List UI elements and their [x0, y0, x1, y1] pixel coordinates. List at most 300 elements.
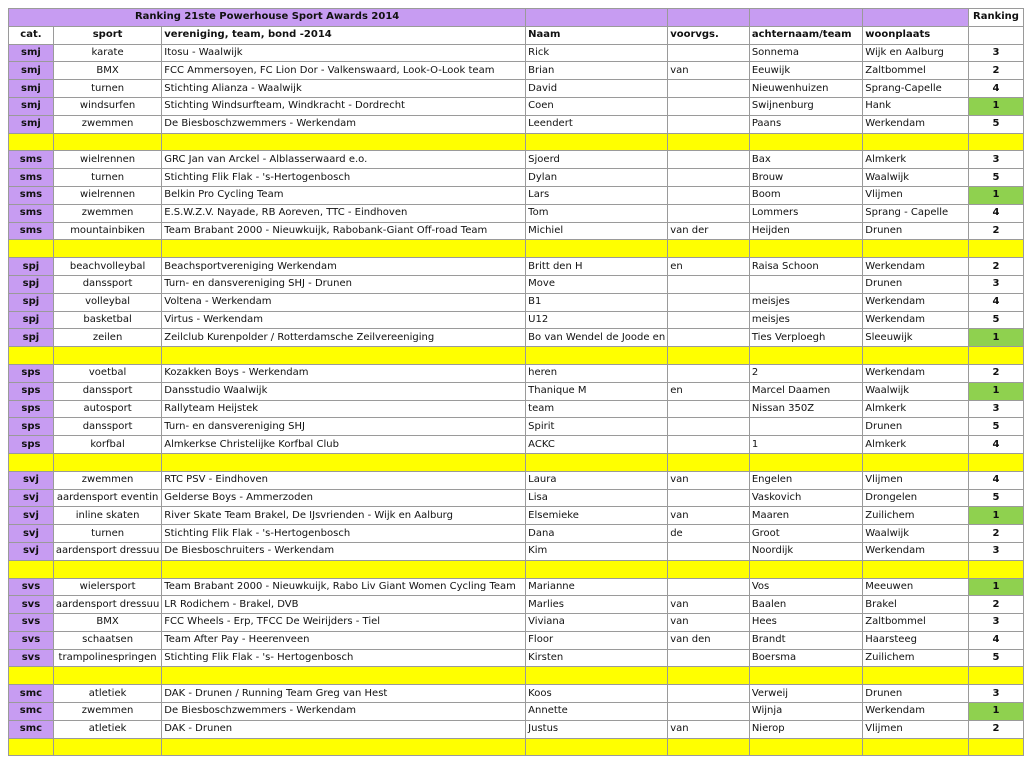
voorvoegsel-cell[interactable] [668, 80, 750, 98]
voorvoegsel-cell[interactable] [668, 578, 750, 596]
separator-cell[interactable] [53, 453, 161, 471]
sport-cell[interactable]: autosport [53, 400, 161, 418]
achternaam-cell[interactable]: Nierop [749, 720, 862, 738]
sport-cell[interactable]: aardensport dressuu [53, 542, 161, 560]
cat-cell[interactable]: smj [9, 44, 54, 62]
club-cell[interactable]: DAK - Drunen / Running Team Greg van Hest [162, 685, 526, 703]
cat-cell[interactable]: sps [9, 400, 54, 418]
club-cell[interactable]: Team Brabant 2000 - Nieuwkuijk, Rabo Liv Giant Women Cycling Team [162, 578, 526, 596]
separator-cell[interactable] [526, 240, 668, 258]
voorvoegsel-cell[interactable]: van [668, 596, 750, 614]
woonplaats-cell[interactable]: Haarsteeg [863, 631, 969, 649]
voorvoegsel-cell[interactable] [668, 311, 750, 329]
cat-cell[interactable]: svs [9, 631, 54, 649]
sport-cell[interactable]: danssport [53, 275, 161, 293]
voorvoegsel-cell[interactable] [668, 703, 750, 721]
separator-cell[interactable] [668, 667, 750, 685]
achternaam-cell[interactable]: Verweij [749, 685, 862, 703]
header-voorvoegsel[interactable]: voorvgs. [668, 26, 750, 44]
sport-cell[interactable]: turnen [53, 80, 161, 98]
woonplaats-cell[interactable]: Drunen [863, 418, 969, 436]
club-cell[interactable]: Turn- en dansvereniging SHJ - Drunen [162, 275, 526, 293]
achternaam-cell[interactable]: Brouw [749, 169, 862, 187]
club-cell[interactable]: Turn- en dansvereniging SHJ [162, 418, 526, 436]
voorvoegsel-cell[interactable] [668, 44, 750, 62]
achternaam-cell[interactable]: Vaskovich [749, 489, 862, 507]
voorvoegsel-cell[interactable] [668, 364, 750, 382]
naam-cell[interactable]: Kim [526, 542, 668, 560]
achternaam-cell[interactable]: Engelen [749, 471, 862, 489]
naam-cell[interactable]: Dana [526, 525, 668, 543]
naam-cell[interactable]: Spirit [526, 418, 668, 436]
separator-cell[interactable] [526, 453, 668, 471]
woonplaats-cell[interactable]: Almkerk [863, 400, 969, 418]
sport-cell[interactable]: atletiek [53, 685, 161, 703]
woonplaats-cell[interactable]: Wijk en Aalburg [863, 44, 969, 62]
separator-cell[interactable] [162, 453, 526, 471]
cat-cell[interactable]: sps [9, 418, 54, 436]
naam-cell[interactable]: Sjoerd [526, 151, 668, 169]
cat-cell[interactable]: svj [9, 542, 54, 560]
cat-cell[interactable]: svj [9, 489, 54, 507]
woonplaats-cell[interactable]: Drongelen [863, 489, 969, 507]
sport-cell[interactable]: zeilen [53, 329, 161, 347]
sport-cell[interactable]: beachvolleybal [53, 258, 161, 276]
separator-cell[interactable] [526, 667, 668, 685]
separator-cell[interactable] [968, 133, 1023, 151]
header-naam[interactable]: Naam [526, 26, 668, 44]
separator-cell[interactable] [162, 667, 526, 685]
cat-cell[interactable]: spj [9, 293, 54, 311]
achternaam-cell[interactable]: Marcel Daamen [749, 382, 862, 400]
woonplaats-cell[interactable]: Werkendam [863, 311, 969, 329]
cat-cell[interactable]: sps [9, 364, 54, 382]
cat-cell[interactable]: spj [9, 329, 54, 347]
naam-cell[interactable]: ACKC [526, 436, 668, 454]
separator-cell[interactable] [53, 347, 161, 365]
cat-cell[interactable]: sps [9, 382, 54, 400]
achternaam-cell[interactable]: Heijden [749, 222, 862, 240]
naam-cell[interactable]: Move [526, 275, 668, 293]
voorvoegsel-cell[interactable] [668, 685, 750, 703]
ranking-cell[interactable]: 2 [968, 222, 1023, 240]
naam-cell[interactable]: Elsemieke [526, 507, 668, 525]
sport-cell[interactable]: danssport [53, 418, 161, 436]
naam-cell[interactable]: U12 [526, 311, 668, 329]
ranking-cell[interactable]: 5 [968, 169, 1023, 187]
voorvoegsel-cell[interactable] [668, 436, 750, 454]
ranking-cell[interactable]: 2 [968, 525, 1023, 543]
naam-cell[interactable]: Floor [526, 631, 668, 649]
voorvoegsel-cell[interactable]: van der [668, 222, 750, 240]
ranking-cell[interactable]: 5 [968, 115, 1023, 133]
voorvoegsel-cell[interactable] [668, 293, 750, 311]
separator-cell[interactable] [526, 738, 668, 756]
voorvoegsel-cell[interactable] [668, 418, 750, 436]
woonplaats-cell[interactable]: Vlijmen [863, 471, 969, 489]
voorvoegsel-cell[interactable] [668, 649, 750, 667]
ranking-cell[interactable]: 5 [968, 418, 1023, 436]
woonplaats-cell[interactable]: Meeuwen [863, 578, 969, 596]
ranking-cell[interactable]: 3 [968, 685, 1023, 703]
voorvoegsel-cell[interactable] [668, 400, 750, 418]
separator-cell[interactable] [968, 738, 1023, 756]
naam-cell[interactable]: team [526, 400, 668, 418]
ranking-cell[interactable]: 1 [968, 578, 1023, 596]
separator-cell[interactable] [526, 560, 668, 578]
voorvoegsel-cell[interactable] [668, 169, 750, 187]
sport-cell[interactable]: zwemmen [53, 204, 161, 222]
voorvoegsel-cell[interactable]: en [668, 258, 750, 276]
sport-cell[interactable]: BMX [53, 62, 161, 80]
voorvoegsel-cell[interactable] [668, 151, 750, 169]
separator-cell[interactable] [162, 133, 526, 151]
voorvoegsel-cell[interactable]: van [668, 614, 750, 632]
cat-cell[interactable]: smj [9, 97, 54, 115]
ranking-cell[interactable]: 1 [968, 382, 1023, 400]
voorvoegsel-cell[interactable] [668, 489, 750, 507]
cat-cell[interactable]: smj [9, 62, 54, 80]
naam-cell[interactable]: Rick [526, 44, 668, 62]
woonplaats-cell[interactable]: Werkendam [863, 703, 969, 721]
achternaam-cell[interactable]: meisjes [749, 311, 862, 329]
club-cell[interactable]: River Skate Team Brakel, De IJsvrienden - Wijk en Aalburg [162, 507, 526, 525]
cat-cell[interactable]: svs [9, 578, 54, 596]
achternaam-cell[interactable]: Boersma [749, 649, 862, 667]
ranking-cell[interactable]: 3 [968, 275, 1023, 293]
separator-cell[interactable] [526, 133, 668, 151]
club-cell[interactable]: Almkerkse Christelijke Korfbal Club [162, 436, 526, 454]
cat-cell[interactable]: smc [9, 720, 54, 738]
cat-cell[interactable]: smj [9, 80, 54, 98]
voorvoegsel-cell[interactable]: de [668, 525, 750, 543]
ranking-cell[interactable]: 2 [968, 596, 1023, 614]
club-cell[interactable]: FCC Wheels - Erp, TFCC De Weirijders - Tiel [162, 614, 526, 632]
naam-cell[interactable]: Dylan [526, 169, 668, 187]
separator-cell[interactable] [749, 453, 862, 471]
club-cell[interactable]: LR Rodichem - Brakel, DVB [162, 596, 526, 614]
club-cell[interactable]: Gelderse Boys - Ammerzoden [162, 489, 526, 507]
sport-cell[interactable]: wielrennen [53, 151, 161, 169]
separator-cell[interactable] [668, 738, 750, 756]
naam-cell[interactable]: David [526, 80, 668, 98]
achternaam-cell[interactable]: Paans [749, 115, 862, 133]
naam-cell[interactable]: Coen [526, 97, 668, 115]
naam-cell[interactable]: Annette [526, 703, 668, 721]
sport-cell[interactable]: wielersport [53, 578, 161, 596]
sport-cell[interactable]: atletiek [53, 720, 161, 738]
ranking-cell[interactable]: 1 [968, 97, 1023, 115]
voorvoegsel-cell[interactable]: van [668, 62, 750, 80]
naam-cell[interactable]: Lars [526, 186, 668, 204]
club-cell[interactable]: RTC PSV - Eindhoven [162, 471, 526, 489]
ranking-cell[interactable]: 2 [968, 364, 1023, 382]
separator-cell[interactable] [9, 240, 54, 258]
voorvoegsel-cell[interactable]: van den [668, 631, 750, 649]
sport-cell[interactable]: basketbal [53, 311, 161, 329]
achternaam-cell[interactable]: Wijnja [749, 703, 862, 721]
woonplaats-cell[interactable]: Almkerk [863, 151, 969, 169]
separator-cell[interactable] [162, 738, 526, 756]
club-cell[interactable]: Stichting Flik Flak - 's-Hertogenbosch [162, 169, 526, 187]
title-row-cell[interactable] [526, 9, 668, 27]
naam-cell[interactable]: Thanique M [526, 382, 668, 400]
ranking-cell[interactable]: 3 [968, 614, 1023, 632]
separator-cell[interactable] [668, 133, 750, 151]
separator-cell[interactable] [9, 738, 54, 756]
ranking-cell[interactable]: 4 [968, 80, 1023, 98]
separator-cell[interactable] [668, 560, 750, 578]
woonplaats-cell[interactable]: Vlijmen [863, 720, 969, 738]
header-ranking-empty[interactable] [968, 26, 1023, 44]
sport-cell[interactable]: danssport [53, 382, 161, 400]
cat-cell[interactable]: svs [9, 614, 54, 632]
achternaam-cell[interactable] [749, 275, 862, 293]
club-cell[interactable]: GRC Jan van Arckel - Alblasserwaard e.o. [162, 151, 526, 169]
cat-cell[interactable]: spj [9, 275, 54, 293]
woonplaats-cell[interactable]: Drunen [863, 685, 969, 703]
sport-cell[interactable]: trampolinespringen [53, 649, 161, 667]
achternaam-cell[interactable]: Nissan 350Z [749, 400, 862, 418]
achternaam-cell[interactable]: Nieuwenhuizen [749, 80, 862, 98]
cat-cell[interactable]: smc [9, 685, 54, 703]
club-cell[interactable]: Stichting Alianza - Waalwijk [162, 80, 526, 98]
ranking-cell[interactable]: 2 [968, 720, 1023, 738]
cat-cell[interactable]: spj [9, 258, 54, 276]
club-cell[interactable]: Stichting Windsurfteam, Windkracht - Dordrecht [162, 97, 526, 115]
cat-cell[interactable]: svj [9, 525, 54, 543]
separator-cell[interactable] [968, 240, 1023, 258]
sport-cell[interactable]: volleybal [53, 293, 161, 311]
cat-cell[interactable]: sps [9, 436, 54, 454]
club-cell[interactable]: De Biesboschzwemmers - Werkendam [162, 703, 526, 721]
naam-cell[interactable]: Kirsten [526, 649, 668, 667]
woonplaats-cell[interactable]: Werkendam [863, 258, 969, 276]
cat-cell[interactable]: smc [9, 703, 54, 721]
separator-cell[interactable] [9, 133, 54, 151]
header-cat[interactable]: cat. [9, 26, 54, 44]
club-cell[interactable]: Dansstudio Waalwijk [162, 382, 526, 400]
woonplaats-cell[interactable]: Almkerk [863, 436, 969, 454]
naam-cell[interactable]: Britt den H [526, 258, 668, 276]
separator-cell[interactable] [162, 560, 526, 578]
sport-cell[interactable]: turnen [53, 525, 161, 543]
woonplaats-cell[interactable]: Vlijmen [863, 186, 969, 204]
naam-cell[interactable]: Brian [526, 62, 668, 80]
woonplaats-cell[interactable]: Brakel [863, 596, 969, 614]
voorvoegsel-cell[interactable] [668, 275, 750, 293]
ranking-cell[interactable]: 1 [968, 329, 1023, 347]
ranking-cell[interactable]: 3 [968, 151, 1023, 169]
ranking-cell[interactable]: 2 [968, 258, 1023, 276]
achternaam-cell[interactable]: Vos [749, 578, 862, 596]
sport-cell[interactable]: voetbal [53, 364, 161, 382]
separator-cell[interactable] [749, 738, 862, 756]
club-cell[interactable]: Beachsportvereniging Werkendam [162, 258, 526, 276]
woonplaats-cell[interactable]: Zaltbommel [863, 614, 969, 632]
club-cell[interactable]: FCC Ammersoyen, FC Lion Dor - Valkenswaard, Look-O-Look team [162, 62, 526, 80]
naam-cell[interactable]: heren [526, 364, 668, 382]
cat-cell[interactable]: svs [9, 596, 54, 614]
title-row-cell[interactable] [863, 9, 969, 27]
club-cell[interactable]: Belkin Pro Cycling Team [162, 186, 526, 204]
sport-cell[interactable]: mountainbiken [53, 222, 161, 240]
separator-cell[interactable] [53, 240, 161, 258]
separator-cell[interactable] [749, 240, 862, 258]
separator-cell[interactable] [9, 667, 54, 685]
separator-cell[interactable] [53, 133, 161, 151]
ranking-cell[interactable]: 3 [968, 44, 1023, 62]
sheet-title[interactable]: Ranking 21ste Powerhouse Sport Awards 2014 [9, 9, 526, 27]
sport-cell[interactable]: aardensport dressuu [53, 596, 161, 614]
achternaam-cell[interactable]: Boom [749, 186, 862, 204]
sport-cell[interactable]: zwemmen [53, 703, 161, 721]
club-cell[interactable]: DAK - Drunen [162, 720, 526, 738]
ranking-cell[interactable]: 4 [968, 436, 1023, 454]
woonplaats-cell[interactable]: Zaltbommel [863, 62, 969, 80]
naam-cell[interactable]: Viviana [526, 614, 668, 632]
club-cell[interactable]: Stichting Flik Flak - 's-Hertogenbosch [162, 525, 526, 543]
naam-cell[interactable]: Tom [526, 204, 668, 222]
ranking-cell[interactable]: 5 [968, 649, 1023, 667]
separator-cell[interactable] [53, 738, 161, 756]
title-row-cell[interactable] [749, 9, 862, 27]
sport-cell[interactable]: karate [53, 44, 161, 62]
woonplaats-cell[interactable]: Zuilichem [863, 649, 969, 667]
club-cell[interactable]: Voltena - Werkendam [162, 293, 526, 311]
club-cell[interactable]: Virtus - Werkendam [162, 311, 526, 329]
woonplaats-cell[interactable]: Sprang - Capelle [863, 204, 969, 222]
separator-cell[interactable] [749, 133, 862, 151]
ranking-cell[interactable]: 5 [968, 311, 1023, 329]
header-sport[interactable]: sport [53, 26, 161, 44]
sport-cell[interactable]: zwemmen [53, 115, 161, 133]
separator-cell[interactable] [749, 347, 862, 365]
naam-cell[interactable]: Justus [526, 720, 668, 738]
header-woonplaats[interactable]: woonplaats [863, 26, 969, 44]
club-cell[interactable]: Rallyteam Heijstek [162, 400, 526, 418]
voorvoegsel-cell[interactable] [668, 97, 750, 115]
achternaam-cell[interactable]: 1 [749, 436, 862, 454]
club-cell[interactable]: Zeilclub Kurenpolder / Rotterdamsche Zeilvereeniging [162, 329, 526, 347]
cat-cell[interactable]: svj [9, 507, 54, 525]
separator-cell[interactable] [9, 453, 54, 471]
club-cell[interactable]: De Biesboschzwemmers - Werkendam [162, 115, 526, 133]
naam-cell[interactable]: Marianne [526, 578, 668, 596]
separator-cell[interactable] [968, 560, 1023, 578]
cat-cell[interactable]: sms [9, 186, 54, 204]
naam-cell[interactable]: Lisa [526, 489, 668, 507]
ranking-cell[interactable]: 4 [968, 204, 1023, 222]
club-cell[interactable]: Team After Pay - Heerenveen [162, 631, 526, 649]
separator-cell[interactable] [968, 347, 1023, 365]
sport-cell[interactable]: korfbal [53, 436, 161, 454]
separator-cell[interactable] [863, 240, 969, 258]
club-cell[interactable]: Itosu - Waalwijk [162, 44, 526, 62]
voorvoegsel-cell[interactable]: van [668, 507, 750, 525]
naam-cell[interactable]: B1 [526, 293, 668, 311]
woonplaats-cell[interactable]: Zuilichem [863, 507, 969, 525]
voorvoegsel-cell[interactable] [668, 204, 750, 222]
ranking-header[interactable]: Ranking [968, 9, 1023, 27]
voorvoegsel-cell[interactable] [668, 542, 750, 560]
sport-cell[interactable]: BMX [53, 614, 161, 632]
separator-cell[interactable] [9, 347, 54, 365]
woonplaats-cell[interactable]: Sprang-Capelle [863, 80, 969, 98]
ranking-cell[interactable]: 4 [968, 631, 1023, 649]
cat-cell[interactable]: sms [9, 204, 54, 222]
ranking-cell[interactable]: 3 [968, 400, 1023, 418]
ranking-cell[interactable]: 5 [968, 489, 1023, 507]
naam-cell[interactable]: Bo van Wendel de Joode en [526, 329, 668, 347]
achternaam-cell[interactable]: Hees [749, 614, 862, 632]
ranking-cell[interactable]: 3 [968, 542, 1023, 560]
achternaam-cell[interactable]: Eeuwijk [749, 62, 862, 80]
sport-cell[interactable]: zwemmen [53, 471, 161, 489]
voorvoegsel-cell[interactable]: en [668, 382, 750, 400]
woonplaats-cell[interactable]: Werkendam [863, 115, 969, 133]
voorvoegsel-cell[interactable]: van [668, 471, 750, 489]
achternaam-cell[interactable] [749, 418, 862, 436]
voorvoegsel-cell[interactable] [668, 329, 750, 347]
achternaam-cell[interactable]: Raisa Schoon [749, 258, 862, 276]
achternaam-cell[interactable]: Swijnenburg [749, 97, 862, 115]
separator-cell[interactable] [53, 560, 161, 578]
separator-cell[interactable] [863, 560, 969, 578]
naam-cell[interactable]: Laura [526, 471, 668, 489]
achternaam-cell[interactable]: meisjes [749, 293, 862, 311]
separator-cell[interactable] [863, 667, 969, 685]
cat-cell[interactable]: svs [9, 649, 54, 667]
cat-cell[interactable]: sms [9, 169, 54, 187]
ranking-cell[interactable]: 1 [968, 703, 1023, 721]
separator-cell[interactable] [162, 347, 526, 365]
cat-cell[interactable]: svj [9, 471, 54, 489]
separator-cell[interactable] [968, 453, 1023, 471]
cat-cell[interactable]: smj [9, 115, 54, 133]
achternaam-cell[interactable]: Bax [749, 151, 862, 169]
title-row-cell[interactable] [668, 9, 750, 27]
cat-cell[interactable]: spj [9, 311, 54, 329]
cat-cell[interactable]: sms [9, 222, 54, 240]
sport-cell[interactable]: wielrennen [53, 186, 161, 204]
woonplaats-cell[interactable]: Sleeuwijk [863, 329, 969, 347]
separator-cell[interactable] [53, 667, 161, 685]
achternaam-cell[interactable]: Lommers [749, 204, 862, 222]
achternaam-cell[interactable]: Maaren [749, 507, 862, 525]
sport-cell[interactable]: aardensport eventin [53, 489, 161, 507]
woonplaats-cell[interactable]: Drunen [863, 275, 969, 293]
club-cell[interactable]: De Biesboschruiters - Werkendam [162, 542, 526, 560]
separator-cell[interactable] [749, 560, 862, 578]
ranking-cell[interactable]: 1 [968, 507, 1023, 525]
separator-cell[interactable] [668, 453, 750, 471]
separator-cell[interactable] [749, 667, 862, 685]
separator-cell[interactable] [162, 240, 526, 258]
club-cell[interactable]: Stichting Flik Flak - 's- Hertogenbosch [162, 649, 526, 667]
achternaam-cell[interactable]: 2 [749, 364, 862, 382]
separator-cell[interactable] [668, 347, 750, 365]
woonplaats-cell[interactable]: Waalwijk [863, 169, 969, 187]
header-achternaam[interactable]: achternaam/team [749, 26, 862, 44]
sport-cell[interactable]: windsurfen [53, 97, 161, 115]
achternaam-cell[interactable]: Groot [749, 525, 862, 543]
club-cell[interactable]: Kozakken Boys - Werkendam [162, 364, 526, 382]
naam-cell[interactable]: Koos [526, 685, 668, 703]
club-cell[interactable]: E.S.W.Z.V. Nayade, RB Aoreven, TTC - Eindhoven [162, 204, 526, 222]
woonplaats-cell[interactable]: Werkendam [863, 542, 969, 560]
ranking-cell[interactable]: 4 [968, 471, 1023, 489]
